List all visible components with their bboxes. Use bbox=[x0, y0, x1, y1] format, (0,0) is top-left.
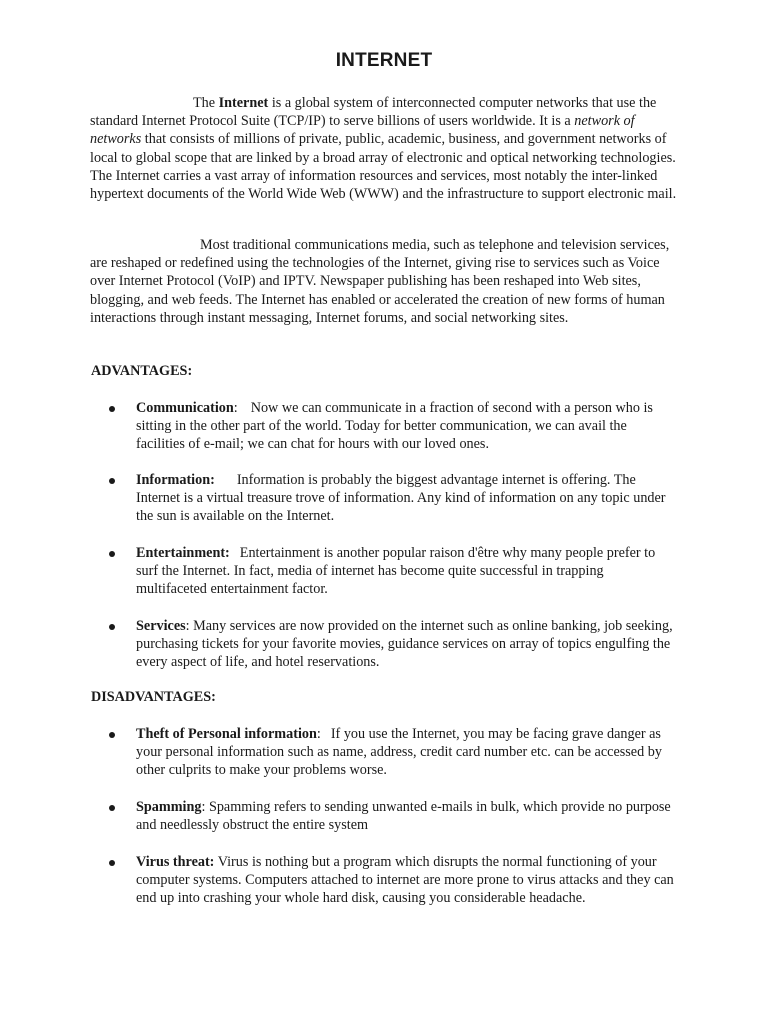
item-separator: : bbox=[185, 618, 190, 634]
list-item bbox=[136, 544, 678, 599]
disadvantages-heading: DISADVANTAGES: bbox=[91, 689, 216, 705]
intro-paragraph bbox=[90, 94, 678, 203]
item-text: Spamming refers to sending unwanted e-mails in bulk, which provide no purpose and needlessly obstruct the entire system bbox=[136, 799, 671, 834]
list-item bbox=[136, 617, 678, 672]
list-item bbox=[136, 471, 678, 526]
bullet-icon bbox=[109, 551, 115, 557]
item-term: Virus threat: bbox=[136, 854, 215, 870]
item-term: Spamming bbox=[136, 799, 202, 815]
bullet-icon bbox=[109, 860, 115, 866]
item-term: Information: bbox=[136, 472, 215, 488]
item-text: Now we can communicate in a fraction of second with a person who is sitting in the other part of the world. Today for better communication, we can avail the facilities of e-mail; we can chat for hours with our loved ones. bbox=[136, 400, 653, 453]
item-separator: : bbox=[316, 726, 321, 742]
intro-mid: is a global system of interconnected computer networks that use the standard Internet Protocol Suite (TCP/IP) to serve billions of users worldwide. It is a bbox=[90, 95, 657, 130]
intro-pre: The bbox=[193, 95, 219, 111]
bullet-icon bbox=[109, 478, 115, 484]
bullet-icon bbox=[109, 624, 115, 630]
item-separator: : bbox=[201, 799, 206, 815]
intro-post: that consists of millions of private, public, academic, business, and government networks of local to global scope that are linked by a broad array of electronic and optical networking technologies. The Internet carries a vast array of information resources and services, most notably the inter-linked hypertext documents of the World Wide Web (WWW) and the infrastructure to support electronic mail. bbox=[90, 131, 677, 203]
bullet-icon bbox=[109, 732, 115, 738]
list-item bbox=[136, 725, 678, 780]
item-text: Virus is nothing but a program which disrupts the normal functioning of your computer systems. Computers attached to internet are more prone to virus attacks and they can end up into crashing your whole hard disk, causing you considerable headache. bbox=[136, 854, 674, 907]
item-term: Services bbox=[136, 618, 186, 634]
page-title: INTERNET bbox=[335, 50, 433, 71]
intro-bold-term: Internet bbox=[218, 95, 269, 111]
list-item bbox=[136, 399, 678, 454]
bullet-icon bbox=[109, 805, 115, 811]
item-text: Information is probably the biggest advantage internet is offering. The Internet is a virtual treasure trove of information. Any kind of information on any topic under the sun is available on the Internet. bbox=[136, 472, 666, 525]
bullet-icon bbox=[109, 406, 115, 412]
intro-italic-term: network of networks bbox=[90, 113, 635, 148]
media-paragraph: Most traditional communications media, such as telephone and television services, are reshaped or redefined using the technologies of the Internet, giving rise to services such as Voice over Internet Protocol (VoIP) and IPTV. Newspaper publishing has been reshaped into Web sites, blogging, and web feeds. The Internet has enabled or accelerated the creation of new forms of human interactions through instant messaging, Internet forums, and social networking sites. bbox=[90, 237, 670, 326]
item-text: If you use the Internet, you may be facing grave danger as your personal information such as name, address, credit card number etc. can be accessed by other culprits to make your problems worse. bbox=[136, 726, 662, 779]
advantages-heading: ADVANTAGES: bbox=[91, 363, 193, 379]
item-text: Many services are now provided on the internet such as online banking, job seeking, purchasing tickets for your favorite movies, guidance services on array of topics engulfing the every aspect of life, and hotel reservations. bbox=[136, 618, 673, 671]
item-term: Communication bbox=[136, 400, 234, 416]
item-text: Entertainment is another popular raison d'être why many people prefer to surf the Internet. In fact, media of internet has become quite successful in trapping multifaceted entertainment factor. bbox=[136, 545, 656, 598]
list-item bbox=[136, 853, 678, 908]
item-term: Theft of Personal information bbox=[136, 726, 317, 742]
item-separator: : bbox=[233, 400, 238, 416]
item-term: Entertainment: bbox=[136, 545, 230, 561]
list-item bbox=[136, 798, 678, 834]
